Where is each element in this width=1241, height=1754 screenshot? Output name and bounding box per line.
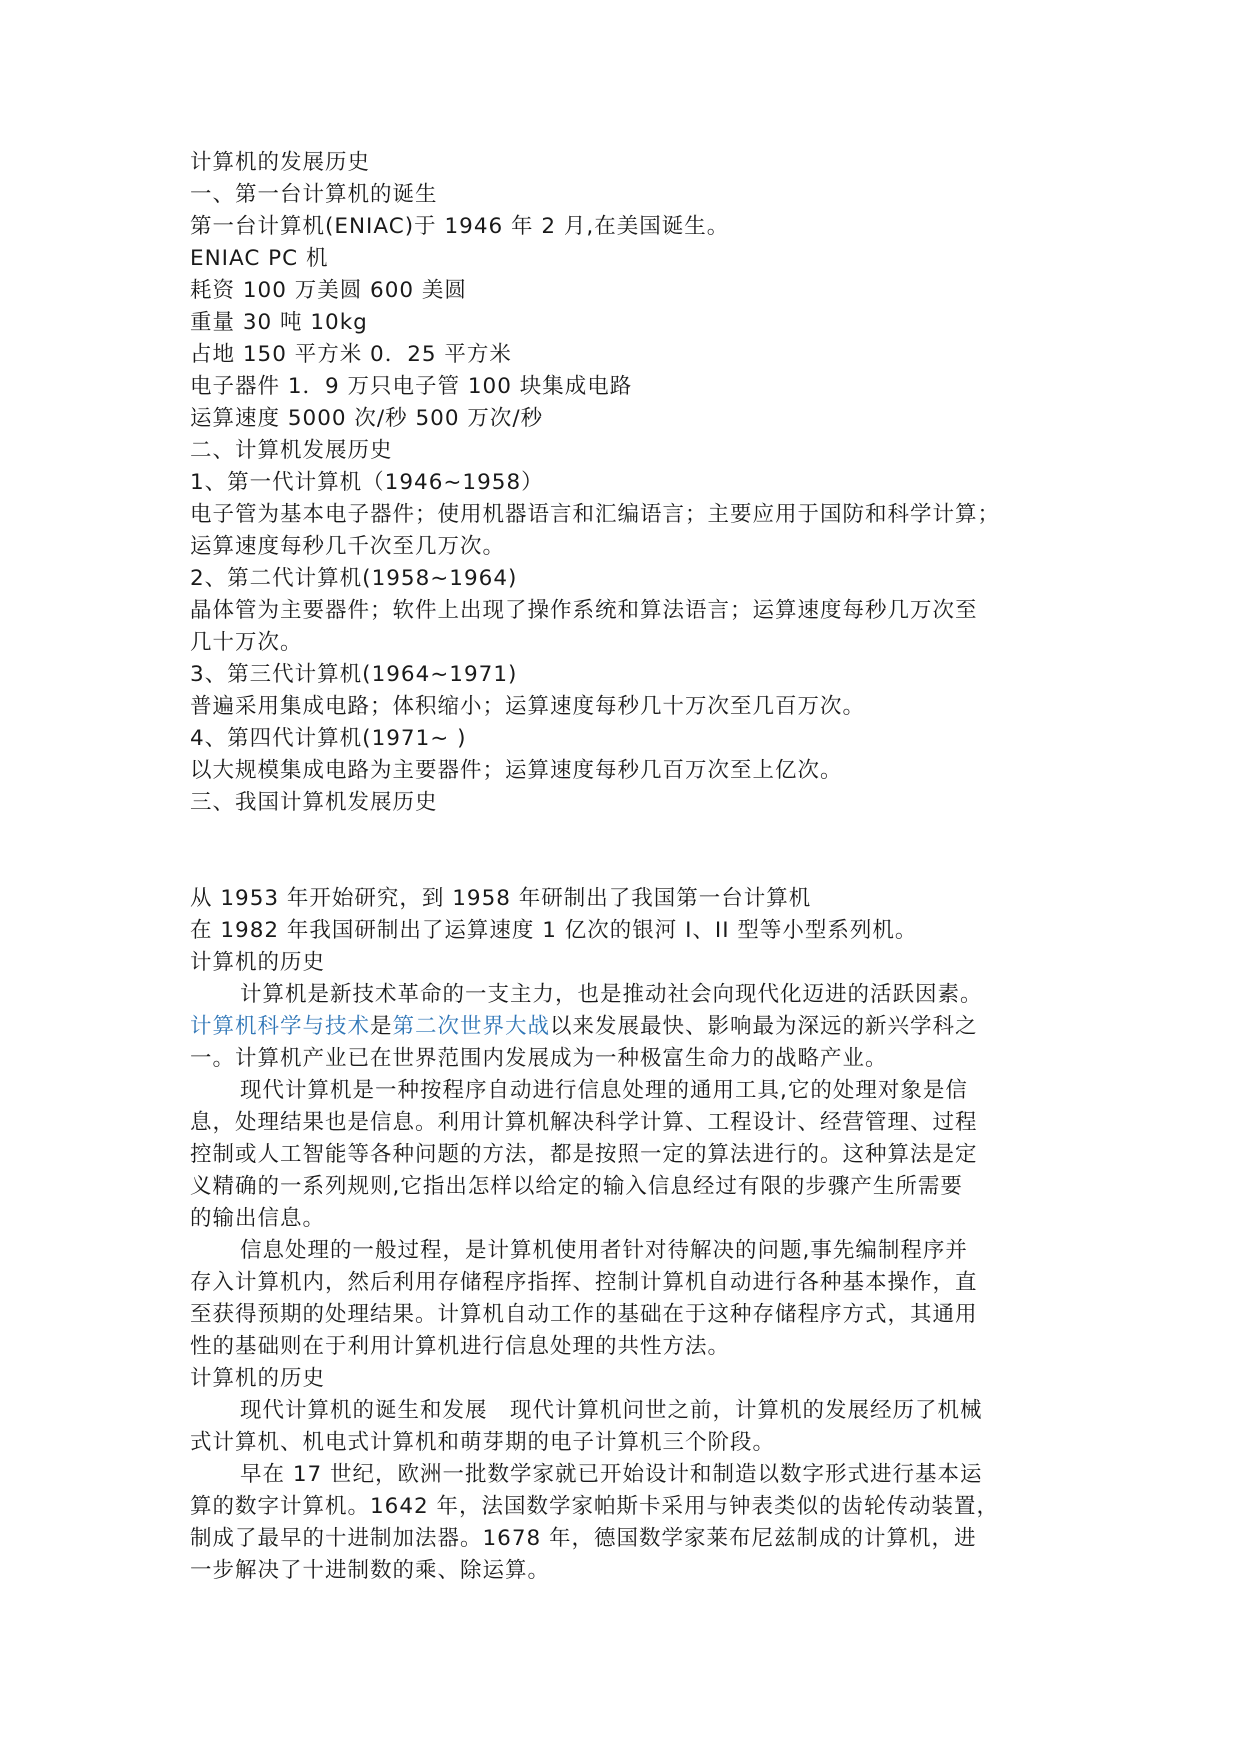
text-line: 电子管为基本电子器件；使用机器语言和汇编语言；主要应用于国防和科学计算； — [190, 502, 1001, 527]
generation-2-title: 2、第二代计算机(1958~1964) — [190, 566, 518, 591]
comparison-row-area: 占地 150 平方米 0．25 平方米 — [190, 342, 512, 367]
section-heading-china: 三、我国计算机发展历史 — [190, 790, 438, 815]
comparison-row-cost: 耗资 100 万美圆 600 美圆 — [190, 278, 467, 303]
paragraph-line: 早在 17 世纪，欧洲一批数学家就已开始设计和制造以数字形式进行基本运 — [240, 1462, 983, 1487]
paragraph-line-with-links — [190, 1011, 1060, 1043]
paragraph-line: 式计算机、机电式计算机和萌芽期的电子计算机三个阶段。 — [190, 1430, 776, 1455]
paragraph-line: 现代计算机是一种按程序自动进行信息处理的通用工具,它的处理对象是信 — [240, 1078, 968, 1103]
generation-1-title: 1、第一代计算机（1946~1958） — [190, 470, 544, 495]
subheading: 计算机的历史 — [190, 950, 326, 975]
document-page — [190, 147, 1060, 1587]
document-title: 计算机的发展历史 — [190, 150, 371, 175]
text-line: 运算速度每秒几千次至几万次。 — [190, 534, 506, 559]
section-heading-first-computer: 一、第一台计算机的诞生 — [190, 182, 438, 207]
generation-3-title: 3、第三代计算机(1964~1971) — [190, 662, 518, 687]
text-line: 以大规模集成电路为主要器件；运算速度每秒几百万次至上亿次。 — [190, 758, 843, 783]
paragraph-line: 的输出信息。 — [190, 1206, 326, 1231]
text-line: 普遍采用集成电路；体积缩小；运算速度每秒几十万次至几百万次。 — [190, 694, 866, 719]
text-line: 第一台计算机(ENIAC)于 1946 年 2 月,在美国诞生。 — [190, 214, 730, 239]
link-computer-science[interactable]: 计算机科学与技术 — [190, 1014, 371, 1039]
text-fragment: 以来发展最快、影响最为深远的新兴学科之 — [550, 1014, 978, 1039]
text-line: 晶体管为主要器件；软件上出现了操作系统和算法语言；运算速度每秒几万次至 — [190, 598, 978, 623]
subheading: 计算机的历史 — [190, 1366, 326, 1391]
paragraph-line: 信息处理的一般过程，是计算机使用者针对待解决的问题,事先编制程序并 — [240, 1238, 968, 1263]
text-line: 几十万次。 — [190, 630, 303, 655]
paragraph-line: 一。计算机产业已在世界范围内发展成为一种极富生命力的战略产业。 — [190, 1046, 888, 1071]
paragraph-line: 至获得预期的处理结果。计算机自动工作的基础在于这种存储程序方式，其通用 — [190, 1302, 978, 1327]
paragraph-line: 义精确的一系列规则,它指出怎样以给定的输入信息经过有限的步骤产生所需要 — [190, 1174, 963, 1199]
paragraph-line: 现代计算机的诞生和发展 现代计算机问世之前，计算机的发展经历了机械 — [240, 1398, 983, 1423]
link-world-war-ii[interactable]: 第二次世界大战 — [392, 1014, 551, 1039]
paragraph-line: 一步解决了十进制数的乘、除运算。 — [190, 1558, 551, 1583]
paragraph-line: 算的数字计算机。1642 年，法国数学家帕斯卡采用与钟表类似的齿轮传动装置， — [190, 1494, 1000, 1519]
comparison-row-components: 电子器件 1．9 万只电子管 100 块集成电路 — [190, 374, 633, 399]
comparison-row-weight: 重量 30 吨 10kg — [190, 310, 368, 335]
blank-spacer — [190, 819, 1060, 883]
paragraph-line: 性的基础则在于利用计算机进行信息处理的共性方法。 — [190, 1334, 731, 1359]
paragraph-line: 控制或人工智能等各种问题的方法，都是按照一定的算法进行的。这种算法是定 — [190, 1142, 978, 1167]
text-line: 从 1953 年开始研究，到 1958 年研制出了我国第一台计算机 — [190, 886, 812, 911]
text-fragment: 是 — [370, 1014, 393, 1039]
comparison-header: ENIAC PC 机 — [190, 246, 329, 271]
comparison-row-speed: 运算速度 5000 次/秒 500 万次/秒 — [190, 406, 544, 431]
text-line: 在 1982 年我国研制出了运算速度 1 亿次的银河 I、II 型等小型系列机。 — [190, 918, 918, 943]
section-heading-history: 二、计算机发展历史 — [190, 438, 393, 463]
generation-4-title: 4、第四代计算机(1971~ ) — [190, 726, 467, 751]
paragraph-line: 制成了最早的十进制加法器。1678 年，德国数学家莱布尼兹制成的计算机，进 — [190, 1526, 977, 1551]
paragraph-line: 计算机是新技术革命的一支主力，也是推动社会向现代化迈进的活跃因素。 — [240, 982, 983, 1007]
paragraph-line: 存入计算机内，然后利用存储程序指挥、控制计算机自动进行各种基本操作，直 — [190, 1270, 978, 1295]
paragraph-line: 息，处理结果也是信息。利用计算机解决科学计算、工程设计、经营管理、过程 — [190, 1110, 978, 1135]
